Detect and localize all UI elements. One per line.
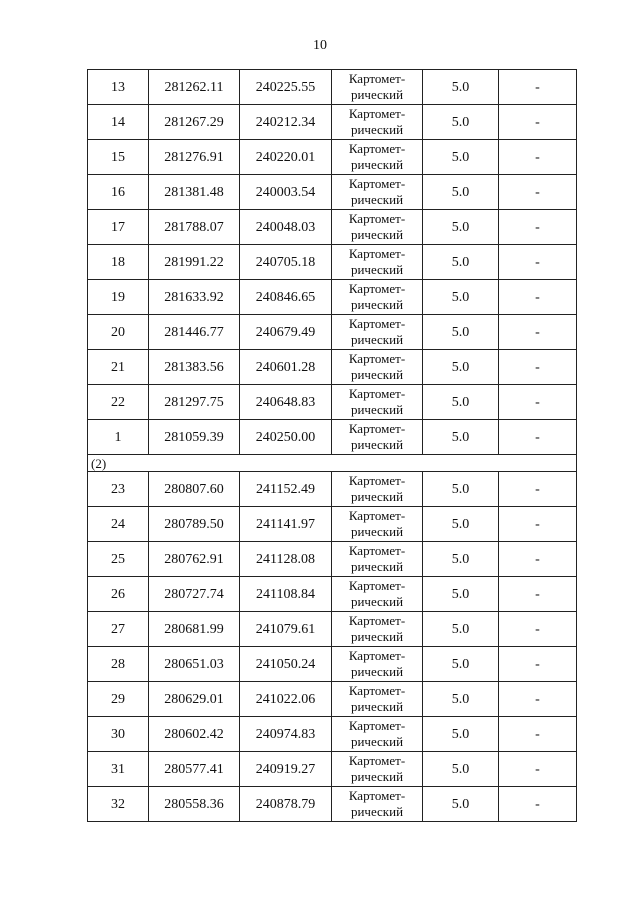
method-line-2: рический	[350, 804, 404, 819]
method-cell	[332, 752, 423, 787]
method-line-1: Картомет-	[348, 211, 406, 226]
table-row	[88, 385, 577, 420]
accuracy-cell: 5.0	[423, 105, 499, 140]
y-coordinate-cell: 240003.54	[240, 175, 332, 210]
y-coordinate-cell: 240250.00	[240, 420, 332, 455]
method-line-2: рический	[350, 489, 404, 504]
method-line-1: Картомет-	[348, 281, 406, 296]
accuracy-cell: 5.0	[423, 577, 499, 612]
method-line-2: рический	[350, 594, 404, 609]
x-coordinate-cell: 281788.07	[149, 210, 240, 245]
point-number-cell: 22	[88, 385, 149, 420]
point-number-cell: 18	[88, 245, 149, 280]
method-cell	[332, 682, 423, 717]
point-number-cell: 27	[88, 612, 149, 647]
description-cell: -	[499, 787, 577, 822]
x-coordinate-cell: 280789.50	[149, 507, 240, 542]
description-cell: -	[499, 647, 577, 682]
table-row	[88, 350, 577, 385]
y-coordinate-cell: 241022.06	[240, 682, 332, 717]
method-line-1: Картомет-	[348, 718, 406, 733]
description-cell: -	[499, 542, 577, 577]
point-number-cell: 13	[88, 70, 149, 105]
x-coordinate-cell: 281267.29	[149, 105, 240, 140]
method-line-2: рический	[350, 734, 404, 749]
method-cell	[332, 140, 423, 175]
y-coordinate-cell: 240648.83	[240, 385, 332, 420]
accuracy-cell: 5.0	[423, 752, 499, 787]
method-cell	[332, 472, 423, 507]
description-cell: -	[499, 682, 577, 717]
method-line-1: Картомет-	[348, 316, 406, 331]
point-number-cell: 26	[88, 577, 149, 612]
accuracy-cell: 5.0	[423, 542, 499, 577]
method-line-1: Картомет-	[348, 683, 406, 698]
method-line-2: рический	[350, 699, 404, 714]
x-coordinate-cell: 280651.03	[149, 647, 240, 682]
y-coordinate-cell: 240679.49	[240, 315, 332, 350]
y-coordinate-cell: 241152.49	[240, 472, 332, 507]
y-coordinate-cell: 241141.97	[240, 507, 332, 542]
method-line-1: Картомет-	[348, 246, 406, 261]
point-number-cell: 1	[88, 420, 149, 455]
x-coordinate-cell: 281059.39	[149, 420, 240, 455]
y-coordinate-cell: 240974.83	[240, 717, 332, 752]
point-number-cell: 32	[88, 787, 149, 822]
x-coordinate-cell: 280558.36	[149, 787, 240, 822]
method-cell	[332, 385, 423, 420]
section-row	[88, 455, 577, 472]
y-coordinate-cell: 240705.18	[240, 245, 332, 280]
method-cell	[332, 210, 423, 245]
table-row	[88, 507, 577, 542]
y-coordinate-cell: 240048.03	[240, 210, 332, 245]
table-row	[88, 682, 577, 717]
y-coordinate-cell: 240846.65	[240, 280, 332, 315]
point-number-cell: 15	[88, 140, 149, 175]
description-cell: -	[499, 280, 577, 315]
method-line-2: рический	[350, 367, 404, 382]
accuracy-cell: 5.0	[423, 472, 499, 507]
method-cell	[332, 577, 423, 612]
y-coordinate-cell: 240225.55	[240, 70, 332, 105]
method-cell	[332, 717, 423, 752]
accuracy-cell: 5.0	[423, 420, 499, 455]
y-coordinate-cell: 240878.79	[240, 787, 332, 822]
method-line-2: рический	[350, 297, 404, 312]
x-coordinate-cell: 281633.92	[149, 280, 240, 315]
method-cell	[332, 612, 423, 647]
method-line-1: Картомет-	[348, 508, 406, 523]
x-coordinate-cell: 280762.91	[149, 542, 240, 577]
x-coordinate-cell: 280602.42	[149, 717, 240, 752]
method-cell	[332, 420, 423, 455]
method-line-2: рический	[350, 262, 404, 277]
y-coordinate-cell: 241079.61	[240, 612, 332, 647]
description-cell: -	[499, 420, 577, 455]
table-row	[88, 175, 577, 210]
accuracy-cell: 5.0	[423, 210, 499, 245]
method-cell	[332, 280, 423, 315]
method-line-1: Картомет-	[348, 386, 406, 401]
table-row	[88, 752, 577, 787]
accuracy-cell: 5.0	[423, 245, 499, 280]
method-line-1: Картомет-	[348, 176, 406, 191]
description-cell: -	[499, 385, 577, 420]
point-number-cell: 14	[88, 105, 149, 140]
table-row	[88, 577, 577, 612]
point-number-cell: 23	[88, 472, 149, 507]
table-row	[88, 420, 577, 455]
point-number-cell: 16	[88, 175, 149, 210]
accuracy-cell: 5.0	[423, 140, 499, 175]
x-coordinate-cell: 281446.77	[149, 315, 240, 350]
description-cell: -	[499, 612, 577, 647]
table-row	[88, 787, 577, 822]
table-row	[88, 315, 577, 350]
accuracy-cell: 5.0	[423, 315, 499, 350]
description-cell: -	[499, 752, 577, 787]
method-line-1: Картомет-	[348, 421, 406, 436]
method-line-2: рический	[350, 629, 404, 644]
method-line-1: Картомет-	[348, 788, 406, 803]
table-row	[88, 210, 577, 245]
description-cell: -	[499, 140, 577, 175]
y-coordinate-cell: 241108.84	[240, 577, 332, 612]
method-line-1: Картомет-	[348, 106, 406, 121]
point-number-cell: 30	[88, 717, 149, 752]
method-line-1: Картомет-	[348, 648, 406, 663]
method-cell	[332, 350, 423, 385]
description-cell: -	[499, 315, 577, 350]
method-line-1: Картомет-	[348, 141, 406, 156]
description-cell: -	[499, 507, 577, 542]
accuracy-cell: 5.0	[423, 70, 499, 105]
method-line-2: рический	[350, 769, 404, 784]
method-cell	[332, 507, 423, 542]
method-line-1: Картомет-	[348, 613, 406, 628]
table-row	[88, 472, 577, 507]
method-line-2: рический	[350, 402, 404, 417]
method-cell	[332, 245, 423, 280]
table-row	[88, 245, 577, 280]
method-line-2: рический	[350, 87, 404, 102]
description-cell: -	[499, 350, 577, 385]
method-line-2: рический	[350, 664, 404, 679]
x-coordinate-cell: 281383.56	[149, 350, 240, 385]
accuracy-cell: 5.0	[423, 175, 499, 210]
x-coordinate-cell: 280727.74	[149, 577, 240, 612]
method-cell	[332, 787, 423, 822]
x-coordinate-cell: 281991.22	[149, 245, 240, 280]
method-line-2: рический	[350, 332, 404, 347]
x-coordinate-cell: 281297.75	[149, 385, 240, 420]
x-coordinate-cell: 281381.48	[149, 175, 240, 210]
table-row	[88, 280, 577, 315]
method-cell	[332, 315, 423, 350]
x-coordinate-cell: 281262.11	[149, 70, 240, 105]
accuracy-cell: 5.0	[423, 682, 499, 717]
description-cell: -	[499, 175, 577, 210]
table-row	[88, 70, 577, 105]
method-line-1: Картомет-	[348, 578, 406, 593]
accuracy-cell: 5.0	[423, 787, 499, 822]
table-row	[88, 105, 577, 140]
section-label: (2)	[88, 455, 577, 472]
description-cell: -	[499, 105, 577, 140]
method-line-2: рический	[350, 524, 404, 539]
method-line-2: рический	[350, 192, 404, 207]
y-coordinate-cell: 240601.28	[240, 350, 332, 385]
x-coordinate-cell: 280629.01	[149, 682, 240, 717]
method-line-2: рический	[350, 437, 404, 452]
method-cell	[332, 542, 423, 577]
y-coordinate-cell: 241050.24	[240, 647, 332, 682]
x-coordinate-cell: 280681.99	[149, 612, 240, 647]
method-line-2: рический	[350, 157, 404, 172]
description-cell: -	[499, 245, 577, 280]
method-line-1: Картомет-	[348, 351, 406, 366]
point-number-cell: 31	[88, 752, 149, 787]
method-line-1: Картомет-	[348, 473, 406, 488]
table-row	[88, 647, 577, 682]
point-number-cell: 25	[88, 542, 149, 577]
table-row	[88, 140, 577, 175]
description-cell: -	[499, 70, 577, 105]
table-row	[88, 542, 577, 577]
method-cell	[332, 70, 423, 105]
method-cell	[332, 105, 423, 140]
y-coordinate-cell: 240919.27	[240, 752, 332, 787]
accuracy-cell: 5.0	[423, 612, 499, 647]
y-coordinate-cell: 241128.08	[240, 542, 332, 577]
page-number: 10	[313, 38, 327, 53]
point-number-cell: 20	[88, 315, 149, 350]
table-body-part-2	[88, 472, 577, 822]
method-line-2: рический	[350, 559, 404, 574]
method-line-1: Картомет-	[348, 543, 406, 558]
x-coordinate-cell: 280807.60	[149, 472, 240, 507]
y-coordinate-cell: 240220.01	[240, 140, 332, 175]
method-line-2: рический	[350, 122, 404, 137]
coordinates-table	[87, 69, 577, 822]
point-number-cell: 24	[88, 507, 149, 542]
accuracy-cell: 5.0	[423, 350, 499, 385]
x-coordinate-cell: 280577.41	[149, 752, 240, 787]
y-coordinate-cell: 240212.34	[240, 105, 332, 140]
accuracy-cell: 5.0	[423, 647, 499, 682]
description-cell: -	[499, 717, 577, 752]
accuracy-cell: 5.0	[423, 507, 499, 542]
method-line-1: Картомет-	[348, 71, 406, 86]
accuracy-cell: 5.0	[423, 280, 499, 315]
description-cell: -	[499, 577, 577, 612]
table-row	[88, 717, 577, 752]
accuracy-cell: 5.0	[423, 717, 499, 752]
point-number-cell: 19	[88, 280, 149, 315]
point-number-cell: 28	[88, 647, 149, 682]
description-cell: -	[499, 472, 577, 507]
method-line-2: рический	[350, 227, 404, 242]
table-section	[88, 455, 577, 472]
x-coordinate-cell: 281276.91	[149, 140, 240, 175]
table-row	[88, 612, 577, 647]
point-number-cell: 29	[88, 682, 149, 717]
point-number-cell: 17	[88, 210, 149, 245]
table-body-part-1	[88, 70, 577, 455]
method-cell	[332, 647, 423, 682]
accuracy-cell: 5.0	[423, 385, 499, 420]
point-number-cell: 21	[88, 350, 149, 385]
description-cell: -	[499, 210, 577, 245]
method-line-1: Картомет-	[348, 753, 406, 768]
method-cell	[332, 175, 423, 210]
